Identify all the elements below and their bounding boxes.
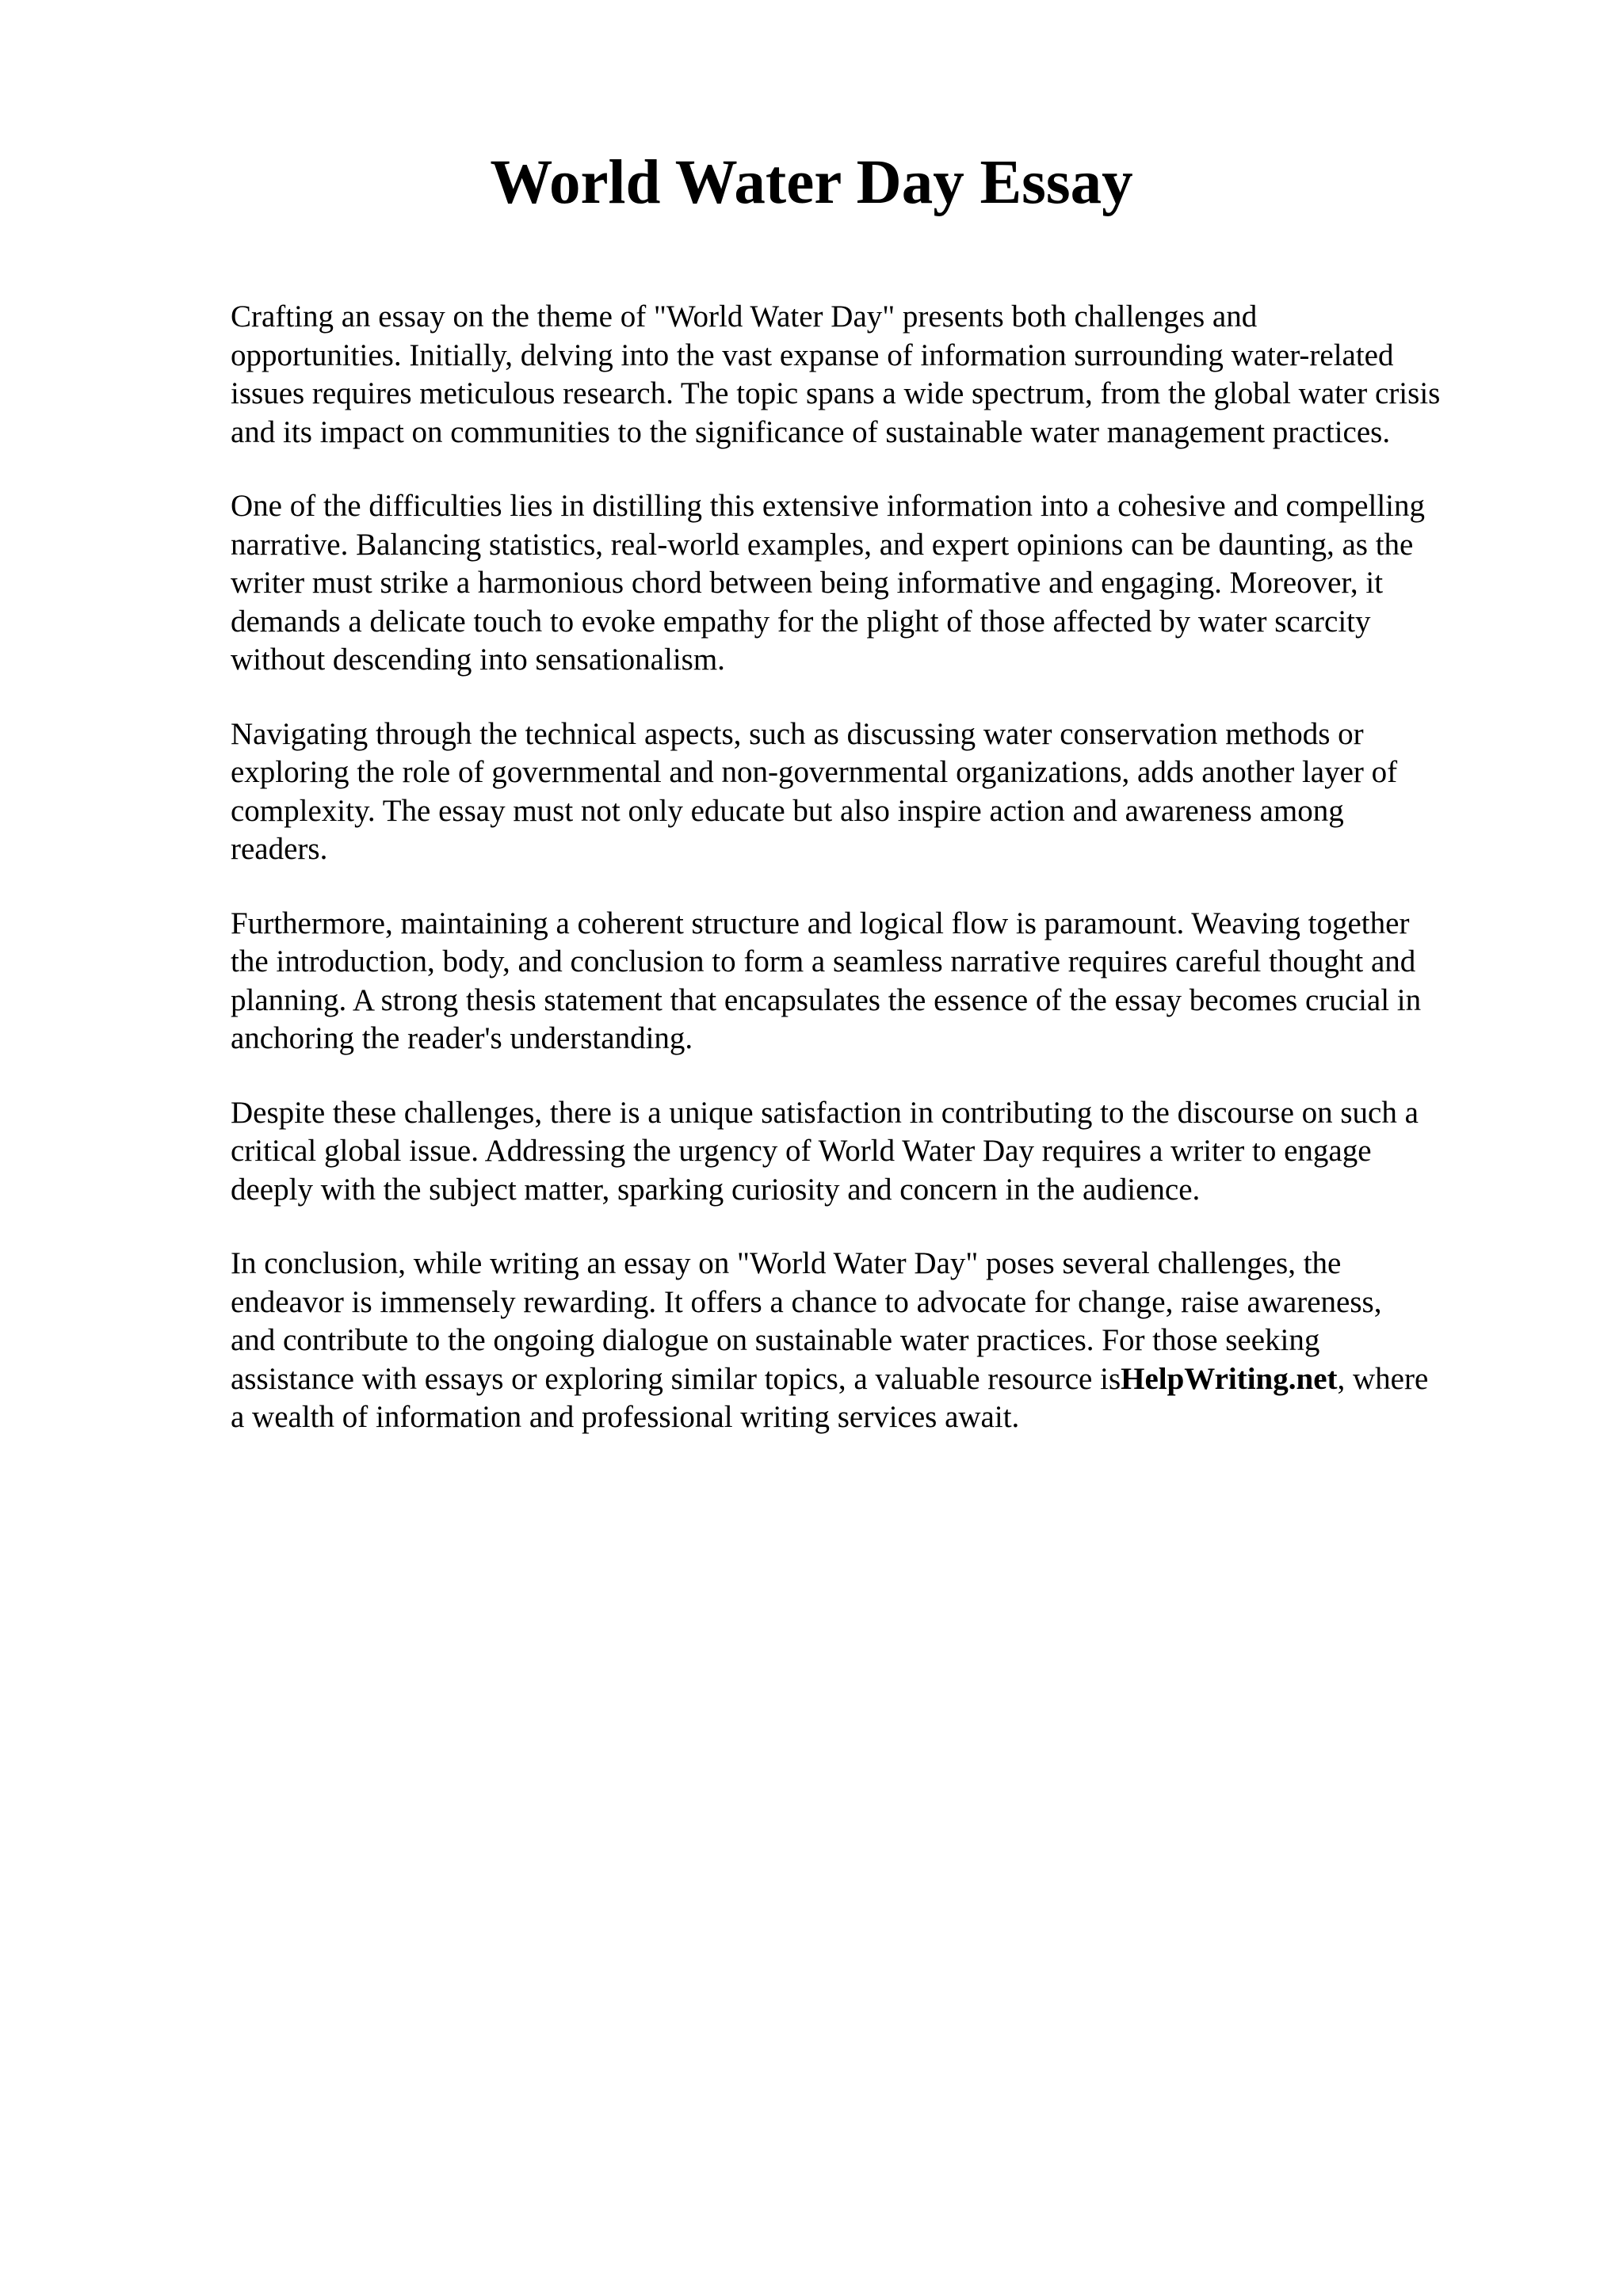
paragraph-5 (231, 1094, 1530, 1210)
paragraph-6 (231, 1245, 1530, 1437)
text-line: critical global issue. Addressing the urgency of World Water Day requires a writer to engage (231, 1134, 1372, 1168)
text-line: opportunities. Initially, delving into the vast expanse of information surrounding water-related (231, 338, 1394, 372)
text-line: Furthermore, maintaining a coherent structure and logical flow is paramount. Weaving together (231, 906, 1410, 940)
helpwriting-link[interactable]: HelpWriting.net (1121, 1361, 1338, 1396)
text-line: issues requires meticulous research. The topic spans a wide spectrum, from the global water crisis (231, 376, 1441, 410)
document-title: World Water Day Essay (490, 148, 1133, 217)
text-line: narrative. Balancing statistics, real-world examples, and expert opinions can be daunting, as the (231, 527, 1414, 562)
text-line: demands a delicate touch to evoke empathy for the plight of those affected by water scarcity (231, 604, 1371, 639)
paragraph-4 (231, 905, 1530, 1058)
text-line: One of the difficulties lies in distilling this extensive information into a cohesive and compelling (231, 489, 1425, 523)
text-line: and contribute to the ongoing dialogue on sustainable water practices. For those seeking (231, 1323, 1320, 1357)
paragraph-3 (231, 715, 1530, 869)
text-fragment: , where (1337, 1361, 1429, 1396)
paragraph-1 (231, 298, 1530, 452)
text-line: complexity. The essay must not only educate but also inspire action and awareness among (231, 793, 1344, 828)
text-line-with-link (231, 1360, 1530, 1399)
text-line: anchoring the reader's understanding. (231, 1021, 693, 1055)
text-line: Despite these challenges, there is a unique satisfaction in contributing to the discourse on such a (231, 1095, 1419, 1130)
text-line: writer must strike a harmonious chord between being informative and engaging. Moreover, it (231, 566, 1384, 600)
text-line: without descending into sensationalism. (231, 643, 725, 677)
text-line: a wealth of information and professional writing services await. (231, 1400, 1020, 1434)
text-line: planning. A strong thesis statement that encapsulates the essence of the essay becomes crucial in (231, 982, 1422, 1017)
text-line: exploring the role of governmental and non-governmental organizations, adds another layer of (231, 755, 1398, 789)
text-line: Navigating through the technical aspects, such as discussing water conservation methods or (231, 716, 1364, 751)
text-line: the introduction, body, and conclusion to form a seamless narrative requires careful thought and (231, 944, 1416, 978)
text-line: readers. (231, 832, 328, 866)
text-line: and its impact on communities to the significance of sustainable water management practices. (231, 414, 1391, 449)
paragraph-2 (231, 487, 1530, 680)
text-line: In conclusion, while writing an essay on "World Water Day" poses several challenges, the (231, 1246, 1342, 1280)
essay-body (231, 298, 1530, 1473)
text-line: Crafting an essay on the theme of "World Water Day" presents both challenges and (231, 299, 1258, 334)
text-line: deeply with the subject matter, sparking curiosity and concern in the audience. (231, 1172, 1201, 1207)
text-fragment: assistance with essays or exploring similar topics, a valuable resource is (231, 1361, 1121, 1396)
text-line: endeavor is immensely rewarding. It offers a chance to advocate for change, raise awareness, (231, 1284, 1382, 1319)
